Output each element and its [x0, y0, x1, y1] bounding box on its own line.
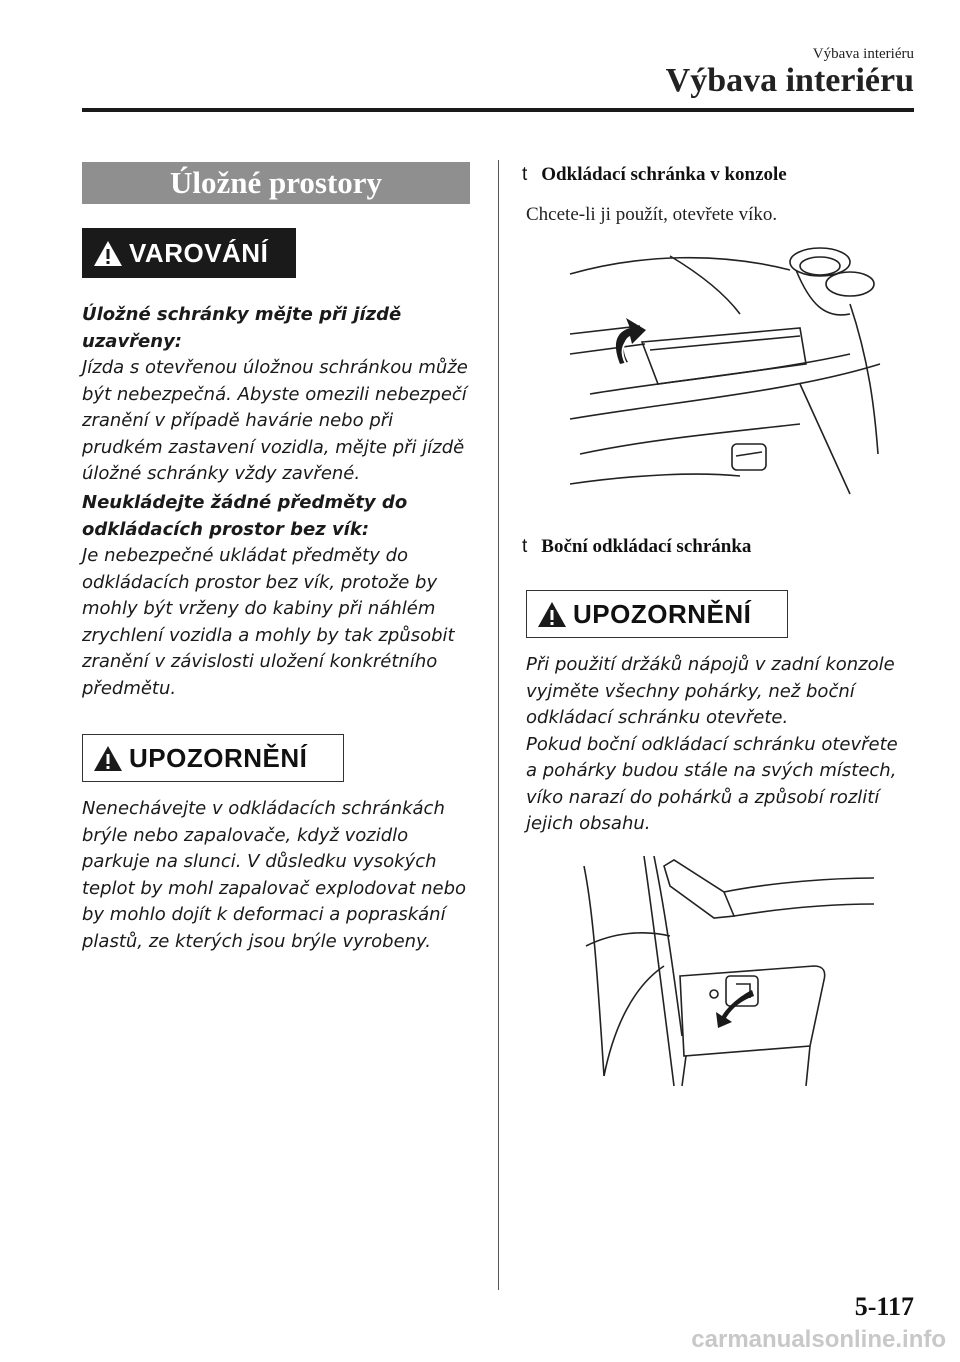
caution-box	[82, 734, 344, 782]
console-box-illustration	[550, 244, 882, 514]
subheading-label: Boční odkládací schránka	[541, 536, 752, 557]
page-number: 5-117	[854, 1292, 914, 1321]
caution-text-left	[82, 796, 482, 955]
bullet-marker: t	[522, 164, 528, 185]
warning2-line: předmětu.	[82, 677, 177, 699]
header-rule	[82, 108, 914, 112]
warning1-line: být nebezpečná. Abyste omezili nebezpečí	[82, 383, 467, 405]
warning2-line: mohly být vrženy do kabiny při náhlém	[82, 598, 436, 619]
caution-line: Při použití držáků nápojů v zadní konzole	[526, 654, 895, 675]
subheading-side-box	[522, 536, 751, 558]
warning-label: VAROVÁNÍ	[129, 237, 269, 268]
warning2-line: odkládacích prostor bez vík, protože by	[82, 571, 438, 593]
caution-triangle-icon	[93, 745, 123, 772]
caution-line: vyjměte všechny pohárky, než boční	[526, 680, 855, 702]
warning1-line: Jízda s otevřenou úložnou schránkou může	[82, 357, 468, 378]
console-box-instruction: Chcete-li ji použít, otevřete víko.	[526, 204, 778, 225]
warning2-line: zrychlení vozidla a mohly by tak způsobit	[82, 624, 455, 646]
warning2-title: odkládacích prostor bez vík:	[82, 518, 370, 540]
caution-line: a pohárky budou stále na svých místech,	[526, 760, 897, 781]
warning2-line: zranění v závislosti uložení konkrétního	[82, 651, 438, 672]
header-chapter-small: Výbava interiéru	[812, 46, 914, 62]
warning1-line: prudkém zastavení vozidla, mějte při jízdě	[82, 436, 465, 458]
subheading-label: Odkládací schránka v konzole	[541, 164, 787, 185]
warning2-text	[82, 490, 482, 702]
side-box-illustration	[574, 856, 874, 1086]
warning1-line: úložné schránky vždy zavřené.	[82, 463, 361, 484]
warning1-text	[82, 302, 482, 488]
caution-label: UPOZORNĚNÍ	[573, 598, 752, 629]
caution-box-right	[526, 590, 788, 638]
caution-line: víko narazí do pohárků a způsobí rozlití	[526, 786, 880, 808]
caution-line: jejich obsahu.	[526, 813, 651, 834]
caution-line: odkládací schránku otevřete.	[526, 707, 789, 728]
section-title: Úložné prostory	[82, 162, 470, 204]
caution-line: brýle nebo zapalovače, když vozidlo	[82, 824, 409, 846]
column-divider	[498, 160, 499, 1290]
warning1-line: zranění v případě havárie nebo při	[82, 410, 394, 431]
warning-triangle-icon	[93, 240, 123, 267]
caution-line: teplot by mohl zapalovač explodovat nebo	[82, 877, 467, 899]
caution-line: Pokud boční odkládací schránku otevřete	[526, 733, 898, 755]
warning2-title: Neukládejte žádné předměty do	[82, 492, 408, 513]
header-chapter-title: Výbava interiéru	[665, 62, 914, 99]
bullet-marker: t	[522, 536, 528, 557]
warning2-line: Je nebezpečné ukládat předměty do	[82, 545, 409, 566]
caution-line: by mohlo dojít k deformaci a popraskání	[82, 904, 446, 925]
caution-line: plastů, ze kterých jsou brýle vyrobeny.	[82, 930, 432, 952]
caution-triangle-icon	[537, 601, 567, 628]
watermark: carmanualsonline.info	[691, 1326, 946, 1353]
caution-label: UPOZORNĚNÍ	[129, 742, 308, 773]
warning-box	[82, 228, 296, 278]
caution-line: Nenechávejte v odkládacích schránkách	[82, 798, 445, 819]
caution-text-right	[526, 652, 926, 838]
caution-line: parkuje na slunci. V důsledku vysokých	[82, 851, 437, 872]
warning1-title: Úložné schránky mějte při jízdě uzavřeny:	[82, 304, 402, 352]
subheading-console-box	[522, 164, 787, 186]
